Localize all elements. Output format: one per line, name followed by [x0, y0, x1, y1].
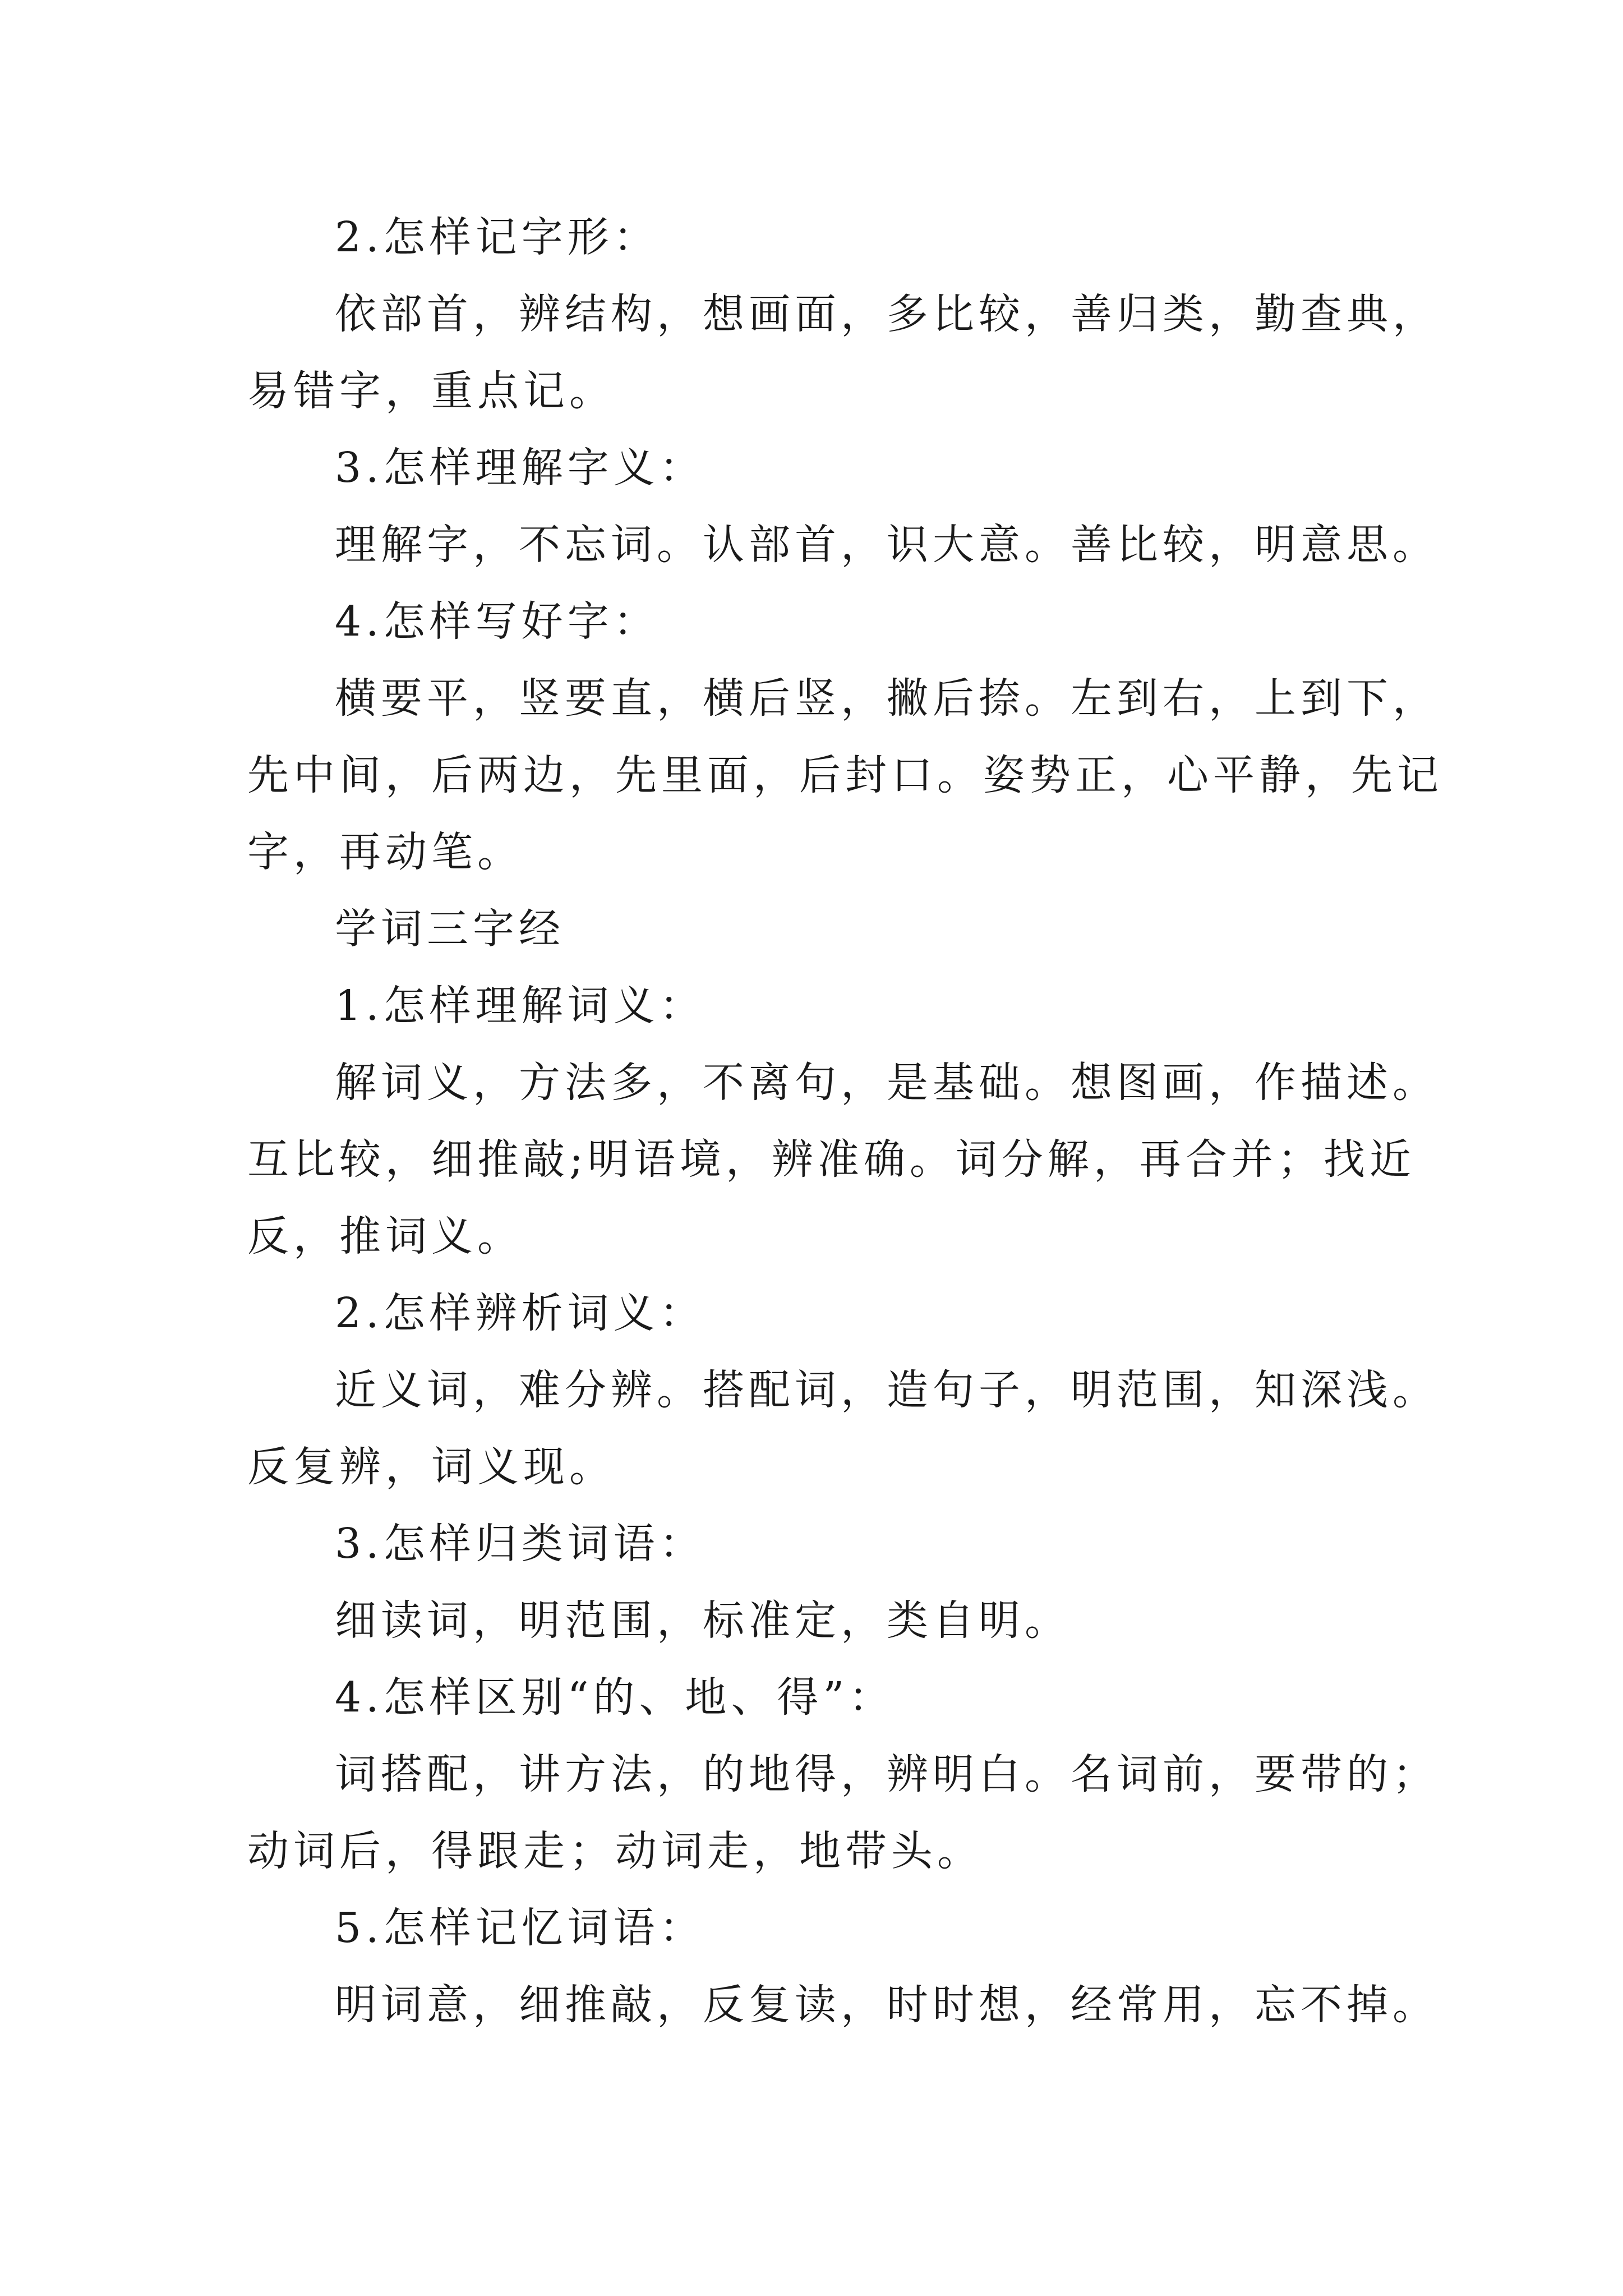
heading-4-write-chars: [335, 583, 660, 660]
text-line: 近义词，难分辨。搭配词，造句子，明范围，知深浅。: [335, 1366, 1438, 1414]
para-word-meaning-tips: [247, 1045, 1438, 1275]
text-line: 4.怎样区别“的、地、得”：: [335, 1673, 895, 1722]
text-line: 3.怎样归类词语：: [335, 1520, 706, 1568]
heading-3-word-classify: [335, 1506, 706, 1582]
text-line: 5.怎样记忆词语：: [335, 1904, 706, 1952]
heading-5-word-memory: [335, 1890, 706, 1967]
text-line: 2.怎样辨析词义：: [335, 1289, 706, 1337]
text-line: 1.怎样理解词义：: [335, 982, 706, 1030]
text-line: 反，推词义。: [247, 1212, 523, 1260]
heading-2-word-analysis: [335, 1275, 706, 1352]
para-write-chars-tips: [247, 660, 1443, 891]
text-line: 解词义，方法多，不离句，是基础。想图画，作描述。: [335, 1059, 1438, 1107]
heading-2-char-shape: [335, 199, 660, 276]
para-word-memory-tips: [247, 1967, 1438, 2044]
heading-3-char-meaning: [335, 430, 706, 507]
para-de-di-de-tips: [247, 1736, 1438, 1890]
para-char-shape-tips: [247, 276, 1438, 430]
text-line: 词搭配，讲方法，的地得，辨明白。名词前，要带的；: [335, 1750, 1438, 1798]
text-line: 动词后，得跟走；动词走，地带头。: [247, 1827, 983, 1875]
text-line: 互比较，细推敲;明语境，辨准确。词分解，再合并；找近: [247, 1135, 1415, 1184]
text-line: 易错字，重点记。: [247, 367, 615, 415]
text-line: 2.怎样记字形：: [335, 213, 660, 261]
text-line: 明词意，细推敲，反复读，时时想，经常用，忘不掉。: [335, 1981, 1438, 2029]
text-line: 学词三字经: [335, 905, 565, 953]
text-line: 依部首，辨结构，想画面，多比较，善归类，勤查典，: [335, 290, 1438, 338]
text-line: 反复辨，词义现。: [247, 1443, 615, 1491]
text-line: 4.怎样写好字：: [335, 597, 660, 646]
para-word-classify-tips: [247, 1582, 1071, 1659]
para-word-analysis-tips: [247, 1352, 1438, 1506]
heading-1-word-meaning: [335, 968, 706, 1045]
text-line: 先中间，后两边，先里面，后封口。姿势正，心平静，先记: [247, 751, 1443, 799]
para-char-meaning-tips: [247, 507, 1438, 583]
text-line: 理解字，不忘词。认部首，识大意。善比较，明意思。: [335, 521, 1438, 569]
heading-4-de-di-de: [335, 1659, 895, 1736]
text-line: 3.怎样理解字义：: [335, 444, 706, 492]
text-line: 横要平，竖要直，横后竖，撇后捺。左到右，上到下，: [335, 674, 1438, 723]
text-line: 字，再动笔。: [247, 828, 523, 876]
section-title-word-classic: [335, 891, 565, 968]
text-line: 细读词，明范围，标准定，类自明。: [335, 1596, 1071, 1645]
